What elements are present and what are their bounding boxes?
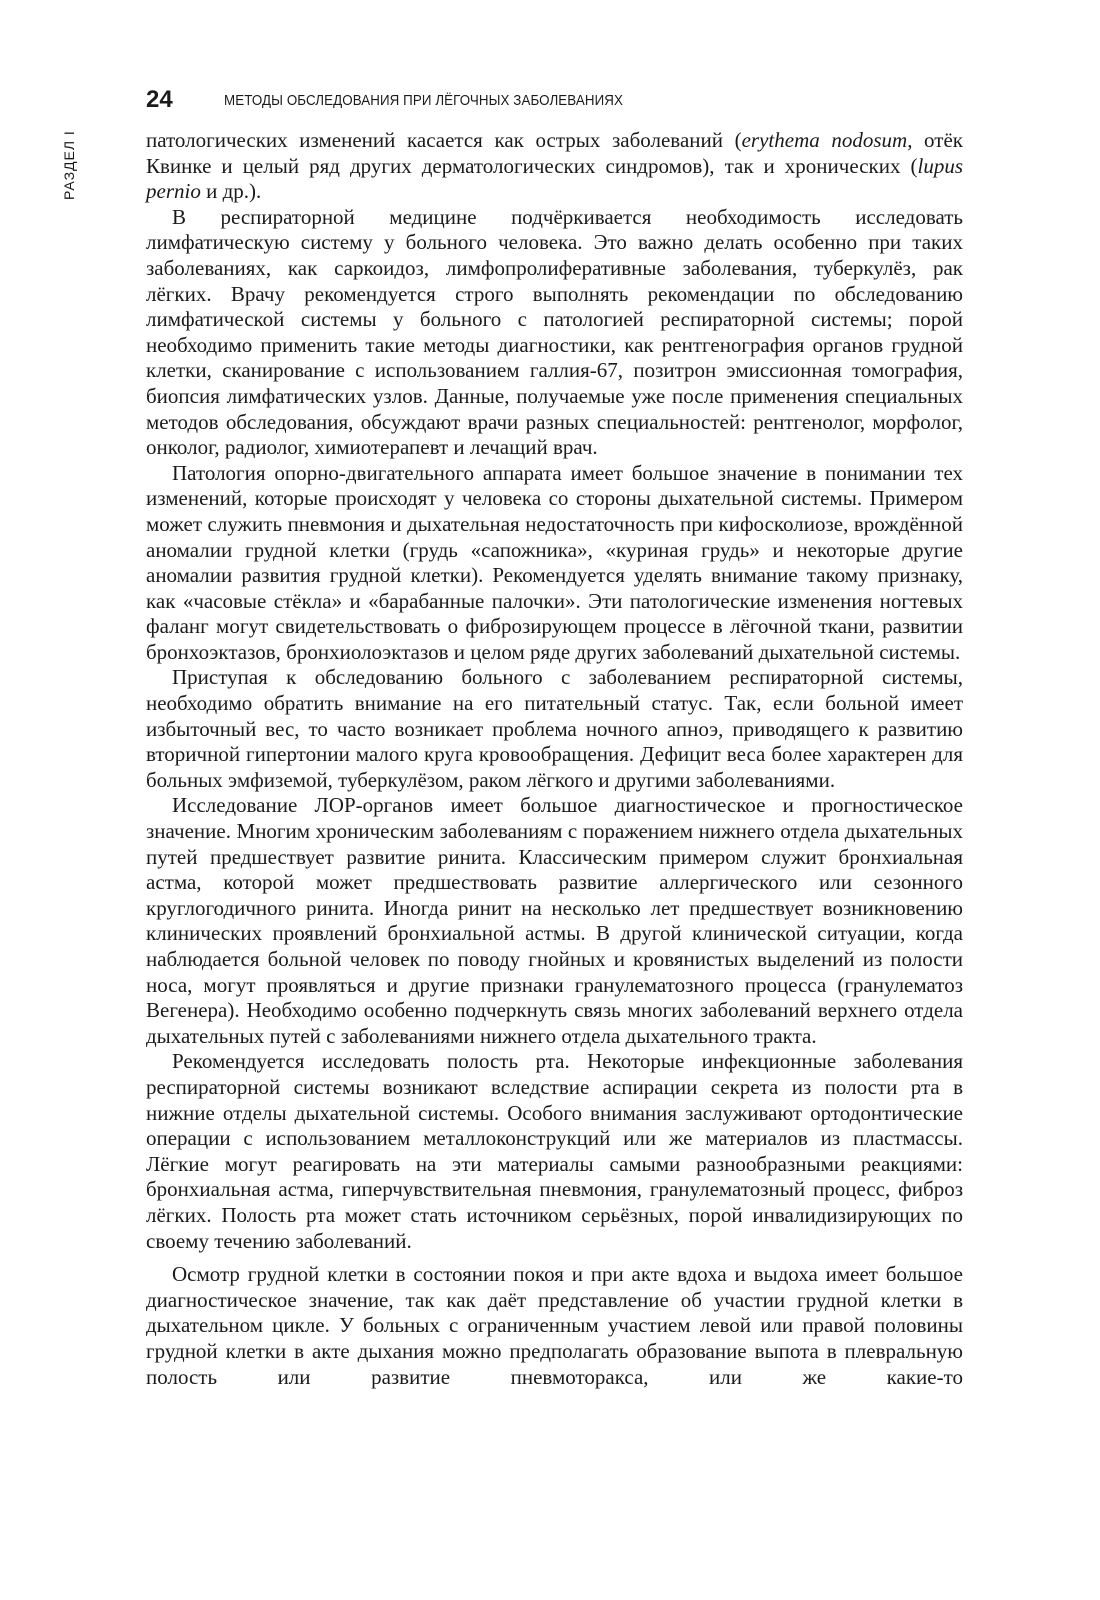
latin-term: erythema nodosum xyxy=(741,128,908,152)
paragraph-chest-examination: Осмотр грудной клетки в состоянии покоя и при акте вдоха и выдоха имеет большое диагностическое значение, так как даёт представление об участии грудной клетки в дыхательном цикле. У больных с ограниченным участием левой или правой половины грудной клетки в акте дыхания можно предполагать образование выпота в плевральную полость или развитие пневмоторакса, или же какие-то xyxy=(146,1262,963,1389)
section-side-label: РАЗДЕЛ I xyxy=(61,130,77,200)
running-title: МЕТОДЫ ОБСЛЕДОВАНИЯ ПРИ ЛЁГОЧНЫХ ЗАБОЛЕВАНИЯХ xyxy=(224,93,623,109)
paragraph-text: , отёк Квинке и целый ряд других дерматологических синдромов), так и хронических ( xyxy=(146,128,963,178)
paragraph-nutrition-status: Приступая к обследованию больного с заболеванием респираторной системы, необходимо обратить внимание на его питательный статус. Так, если больной имеет избыточный вес, то часто возникает проблема ночного апноэ, приводящего к развитию вторичной гипертонии малого круга кровообращения. Дефицит веса более характерен для больных эмфиземой, туберкулёзом, раком лёгкого и другими заболеваниями. xyxy=(146,665,963,792)
paragraph-ent-organs: Исследование ЛОР-органов имеет большое диагностическое и прогностическое значение. Многим хроническим заболеваниям с поражением нижнего отдела дыхательных путей предшествует развитие ринита. Классическим примером служит бронхиальная астма, которой может предшествовать развитие аллергического или сезонного круглогодичного ринита. Иногда ринит на несколько лет предшествует возникновению клинических проявлений бронхиальной астмы. В другой клинической ситуации, когда наблюдается больной человек по поводу гнойных и кровянистых выделений из полости носа, могут проявляться и другие признаки гранулематозного процесса (гранулематоз Вегенера). Необходимо особенно подчеркнуть связь многих заболеваний верхнего отдела дыхательных путей с заболеваниями нижнего отдела дыхательного тракта. xyxy=(146,793,963,1048)
latin-term: lupus pernio xyxy=(146,153,963,204)
paragraph-continuation xyxy=(146,128,963,205)
body-text xyxy=(146,128,963,1390)
page-number: 24 xyxy=(146,86,173,113)
paragraph-oral-cavity: Рекомендуется исследовать полость рта. Некоторые инфекционные заболевания респираторной системы возникают вследствие аспирации секрета из полости рта в нижние отделы дыхательной системы. Особого внимания заслуживают ортодонтические операции с использованием металлоконструкций или же материалов из пластмассы. Лёгкие могут реагировать на эти материалы самыми разнообразными реакциями: бронхиальная астма, гиперчувствительная пневмония, гранулематозный процесс, фиброз лёгких. Полость рта может стать источником серьёзных, порой инвалидизирующих по своему течению заболеваний. xyxy=(146,1049,963,1253)
paragraph-musculoskeletal: Патология опорно-двигательного аппарата имеет большое значение в понимании тех изменений, которые происходят у человека со стороны дыхательной системы. Примером может служить пневмония и дыхательная недостаточность при кифосколиозе, врождённой аномалии грудной клетки (грудь «сапожника», «куриная грудь» и некоторые другие аномалии развития грудной клетки). Рекомендуется уделять внимание такому признаку, как «часовые стёкла» и «барабанные палочки». Эти патологические изменения ногтевых фаланг могут свидетельствовать о фиброзирующем процессе в лёгочной ткани, развитии бронхоэктазов, бронхиолоэктазов и целом ряде других заболеваний дыхательной системы. xyxy=(146,460,963,664)
paragraph-text: патологических изменений касается как острых заболеваний ( xyxy=(146,128,742,152)
paragraph-lymphatic-system: В респираторной медицине подчёркивается необходимость исследовать лимфатическую систему у больного человека. Это важно делать особенно при таких заболеваниях, как саркоидоз, лимфопролиферативные заболевания, туберкулёз, рак лёгких. Врачу рекомендуется строго выполнять рекомендации по обследованию лимфатической системы у больного с патологией респираторной системы; порой необходимо применить такие методы диагностики, как рентгенография органов грудной клетки, сканирование с использованием галлия-67, позитрон эмиссионная томография, биопсия лимфатических узлов. Данные, получаемые уже после применения специальных методов обследования, обсуждают врачи разных специальностей: рентгенолог, морфолог, онколог, радиолог, химиотерапевт и лечащий врач. xyxy=(146,204,963,460)
paragraph-text: и др.). xyxy=(200,179,262,204)
